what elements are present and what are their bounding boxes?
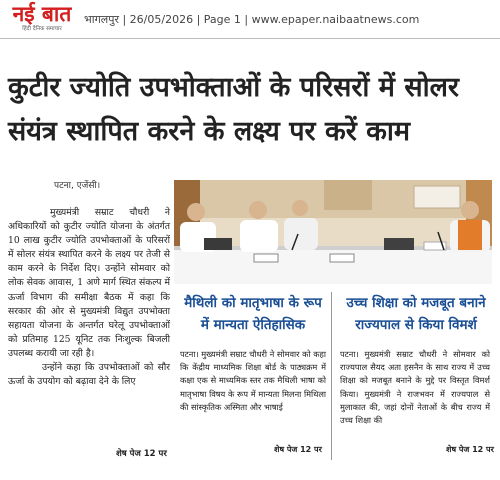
- logo-tagline: हिंदी दैनिक समाचार: [22, 26, 62, 32]
- story-headline-maithili: मैथिली को मातृभाषा के रूप में मान्यता ऐतिहासिक: [184, 295, 322, 333]
- continued-link[interactable]: शेष पेज 12 पर: [116, 449, 167, 459]
- lead-headline: [8, 66, 494, 154]
- continued-link[interactable]: शेष पेज 12 पर: [446, 445, 494, 454]
- logo-text: नई बात: [12, 2, 72, 26]
- dateline: पटना, एजेंसी।: [54, 181, 101, 191]
- column-divider: [331, 292, 332, 460]
- story-body-higher-education: पटना। मुख्यमंत्री सम्राट चौधरी ने सोमवार को राज्यपाल सैयद अता हसनैन के साथ राज्य में उच्च शिक्षा को मजबूत बनाने के मुद्दे पर विस्तृत विमर्श किया। मुख्यमंत्री ने राजभवन में राज्यपाल से मुलाकात की, जहां दोनों नेताओं के बीच राज्य में उच्च शिक्षा की: [340, 349, 490, 426]
- body-paragraph: मुख्यमंत्री सम्राट चौधरी ने अधिकारियों को कुटीर ज्योति योजना के अंतर्गत 10 लाख कुटीर ज्योति उपभोक्ताओं के परिसरों में सोलर संयंत्र स्थापित करने के लक्ष्य पर तेजी से काम करने के निर्देश दिए। उन्होंने सोमवार को लोक सेवक आवास, 1 अणे मार्ग स्थित संकल्प में ऊर्जा विभाग की समीक्षा बैठक में कहा कि सरकार की ओर से मुख्यमंत्री विद्युत उपभोक्ता सहायता योजना के अन्तर्गत घरेलू उपभोक्ताओं को प्रतिमाह 125 यूनिट तक निःशुल्क बिजली उपलब्ध करायी जा रही है।: [8, 207, 170, 359]
- meeting-photo-image: [174, 180, 492, 284]
- headline-line-2: संयंत्र स्थापित करने के लक्ष्य पर करें काम: [8, 116, 411, 147]
- masthead: [0, 0, 500, 39]
- newspaper-logo: [8, 2, 76, 36]
- story-body-maithili: पटना। मुख्यमंत्री सम्राट चौधरी ने सोमवार को कहा कि केंद्रीय माध्यमिक शिक्षा बोर्ड के पाठ्यक्रम में कक्षा एक से माध्यमिक स्तर तक मैथिली भाषा को मातृभाषा विषय के रूप में मान्यता मिलना मिथिला की सांस्कृतिक अस्मिता और भाषाई: [180, 349, 326, 412]
- body-paragraph: उन्होंने कहा कि उपभोक्ताओं को सौर ऊर्जा के उपयोग को बढ़ावा देने के लिए: [8, 362, 170, 388]
- lead-article-body: [8, 206, 170, 389]
- continued-link[interactable]: शेष पेज 12 पर: [274, 445, 322, 454]
- edition-line: भागलपुर | 26/05/2026 | Page 1 | www.epaper.naibaatnews.com: [84, 13, 420, 26]
- story-headline-higher-education: उच्च शिक्षा को मजबूत बनाने राज्यपाल से किया विमर्श: [346, 295, 486, 333]
- meeting-photo: [174, 180, 492, 284]
- headline-line-1: कुटीर ज्योति उपभोक्ताओं के परिसरों में सोलर: [8, 72, 459, 103]
